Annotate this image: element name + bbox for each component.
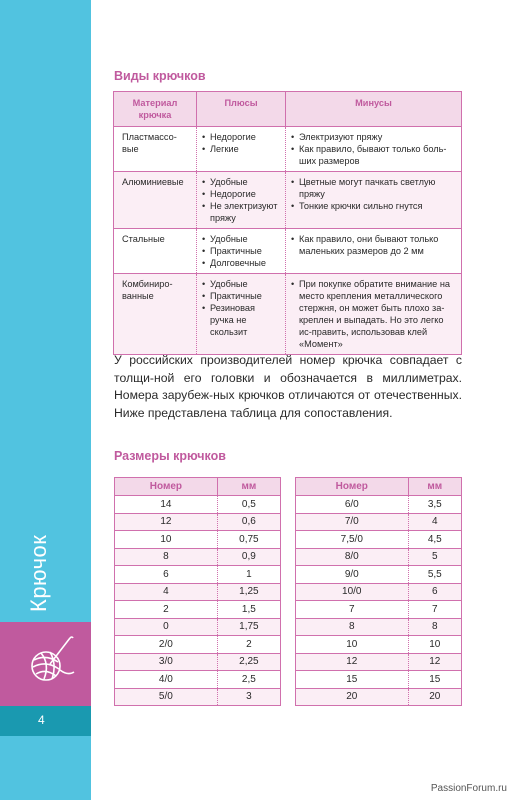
table-row — [114, 274, 462, 355]
table-row — [115, 671, 281, 689]
hook-mm-cell: 2,25 — [217, 653, 280, 671]
table-row — [296, 688, 462, 706]
pros-item: • Недорогие — [202, 188, 280, 200]
hook-mm-cell: 7 — [408, 601, 461, 619]
material-cell: Стальные — [114, 229, 197, 274]
cons-item: • Как правило, бывают только боль-ших размеров — [291, 143, 456, 167]
table-row — [115, 601, 281, 619]
sizes-table-right — [295, 477, 462, 706]
pros-list — [202, 176, 280, 224]
header-mm: мм — [408, 478, 461, 496]
table-row — [296, 601, 462, 619]
hook-mm-cell: 15 — [408, 671, 461, 689]
hook-mm-cell: 1,75 — [217, 618, 280, 636]
hook-mm-cell: 1,5 — [217, 601, 280, 619]
table-row — [296, 618, 462, 636]
hook-number-cell: 6/0 — [296, 496, 409, 514]
pros-item: • Резиновая ручка не скользит — [202, 302, 280, 338]
cons-list — [291, 131, 456, 167]
hook-number-cell: 5/0 — [115, 688, 218, 706]
pros-item: • Удобные — [202, 278, 280, 290]
table-row — [114, 127, 462, 172]
hook-number-cell: 20 — [296, 688, 409, 706]
hook-number-cell: 8 — [296, 618, 409, 636]
material-cell: Комбиниро-ванные — [114, 274, 197, 355]
table-header-row — [114, 92, 462, 127]
table-row — [296, 496, 462, 514]
table-row — [115, 653, 281, 671]
pros-list — [202, 233, 280, 269]
cons-cell — [286, 274, 462, 355]
pros-cell — [197, 274, 286, 355]
sidebar-band-bottom — [0, 736, 91, 800]
page-number: 4 — [38, 713, 45, 727]
table-row — [296, 548, 462, 566]
hook-number-cell: 0 — [115, 618, 218, 636]
pros-list — [202, 131, 280, 155]
cons-item: • Цветные могут пачкать светлую пряжу — [291, 176, 456, 200]
hook-number-cell: 4/0 — [115, 671, 218, 689]
table-row — [114, 229, 462, 274]
material-cell: Пластмассо-вые — [114, 127, 197, 172]
table-row — [115, 548, 281, 566]
hook-number-cell: 7,5/0 — [296, 531, 409, 549]
cons-list — [291, 233, 456, 257]
table-row — [296, 636, 462, 654]
sizes-table-left — [114, 477, 281, 706]
pros-item: • Удобные — [202, 233, 280, 245]
hook-mm-cell: 0,5 — [217, 496, 280, 514]
hook-mm-cell: 6 — [408, 583, 461, 601]
cons-list — [291, 176, 456, 212]
table-row — [115, 496, 281, 514]
pros-list — [202, 278, 280, 338]
hook-number-cell: 8 — [115, 548, 218, 566]
cons-item: • Электризуют пряжу — [291, 131, 456, 143]
hook-mm-cell: 4 — [408, 513, 461, 531]
hook-mm-cell: 1 — [217, 566, 280, 584]
table-row — [115, 566, 281, 584]
cons-item: • Как правило, они бывают только маленьких размеров до 2 мм — [291, 233, 456, 257]
hook-number-cell: 8/0 — [296, 548, 409, 566]
table-row — [115, 618, 281, 636]
hook-number-cell: 14 — [115, 496, 218, 514]
pros-item: • Удобные — [202, 176, 280, 188]
header-number: Номер — [115, 478, 218, 496]
hook-number-cell: 15 — [296, 671, 409, 689]
pros-cell — [197, 127, 286, 172]
table-row — [296, 583, 462, 601]
table-header-row — [296, 478, 462, 496]
table-row — [296, 653, 462, 671]
cons-item: • При покупке обратите внимание на место крепления металлического стержня, он может быть плохо за-креплен и выпадать. Но это легко ис-править, использовав клей «Момент» — [291, 278, 456, 350]
hook-mm-cell: 10 — [408, 636, 461, 654]
hook-mm-cell: 3 — [217, 688, 280, 706]
hook-number-cell: 9/0 — [296, 566, 409, 584]
sidebar-page-strip — [0, 706, 91, 736]
hook-number-cell: 10 — [296, 636, 409, 654]
hook-mm-cell: 8 — [408, 618, 461, 636]
header-mm: мм — [217, 478, 280, 496]
hook-number-cell: 7/0 — [296, 513, 409, 531]
watermark: PassionForum.ru — [430, 783, 507, 794]
pros-item: • Практичные — [202, 290, 280, 302]
hook-number-cell: 3/0 — [115, 653, 218, 671]
sidebar-band — [0, 0, 91, 622]
pros-cell — [197, 229, 286, 274]
pros-item: • Недорогие — [202, 131, 280, 143]
hook-mm-cell: 0,75 — [217, 531, 280, 549]
hook-mm-cell: 2,5 — [217, 671, 280, 689]
yarn-ball-icon — [24, 634, 80, 690]
hook-mm-cell: 0,6 — [217, 513, 280, 531]
hook-number-cell: 2 — [115, 601, 218, 619]
hook-number-cell: 12 — [296, 653, 409, 671]
table-row — [115, 636, 281, 654]
header-number: Номер — [296, 478, 409, 496]
table-row — [296, 531, 462, 549]
cons-item: • Тонкие крючки сильно гнутся — [291, 200, 456, 212]
hook-number-cell: 10/0 — [296, 583, 409, 601]
table-row — [115, 583, 281, 601]
table-row — [115, 513, 281, 531]
hook-mm-cell: 2 — [217, 636, 280, 654]
pros-item: • Легкие — [202, 143, 280, 155]
hook-mm-cell: 4,5 — [408, 531, 461, 549]
cons-cell — [286, 172, 462, 229]
pros-cell — [197, 172, 286, 229]
table-row — [296, 513, 462, 531]
sizes-heading: Размеры крючков — [114, 449, 226, 463]
pros-item: • Долговечные — [202, 257, 280, 269]
hook-number-cell: 2/0 — [115, 636, 218, 654]
hook-number-cell: 6 — [115, 566, 218, 584]
header-cons: Минусы — [286, 92, 462, 127]
body-paragraph: У российских производителей номер крючка совпадает с толщи-ной его головки и обозначается в миллиметрах. Номера зарубеж-ных крючков отличаются от отечественных. Ниже представлена таблица для сопоставления. — [114, 353, 462, 420]
cons-cell — [286, 229, 462, 274]
pros-item: • Практичные — [202, 245, 280, 257]
types-heading: Виды крючков — [114, 69, 206, 83]
hook-mm-cell: 20 — [408, 688, 461, 706]
hook-number-cell: 4 — [115, 583, 218, 601]
table-row — [115, 531, 281, 549]
hook-mm-cell: 5,5 — [408, 566, 461, 584]
header-material: Материал крючка — [114, 92, 197, 127]
material-cell: Алюминиевые — [114, 172, 197, 229]
hook-types-table — [113, 91, 462, 355]
hook-mm-cell: 12 — [408, 653, 461, 671]
pros-item: • Не электризуют пряжу — [202, 200, 280, 224]
cons-cell — [286, 127, 462, 172]
cons-list — [291, 278, 456, 350]
hook-number-cell: 7 — [296, 601, 409, 619]
table-row — [114, 172, 462, 229]
hook-number-cell: 12 — [115, 513, 218, 531]
table-header-row — [115, 478, 281, 496]
hook-mm-cell: 5 — [408, 548, 461, 566]
hook-mm-cell: 1,25 — [217, 583, 280, 601]
hook-number-cell: 10 — [115, 531, 218, 549]
table-row — [296, 671, 462, 689]
table-row — [296, 566, 462, 584]
header-pros: Плюсы — [197, 92, 286, 127]
table-row — [115, 688, 281, 706]
sidebar-title: Крючок — [26, 534, 51, 612]
hook-mm-cell: 3,5 — [408, 496, 461, 514]
hook-mm-cell: 0,9 — [217, 548, 280, 566]
